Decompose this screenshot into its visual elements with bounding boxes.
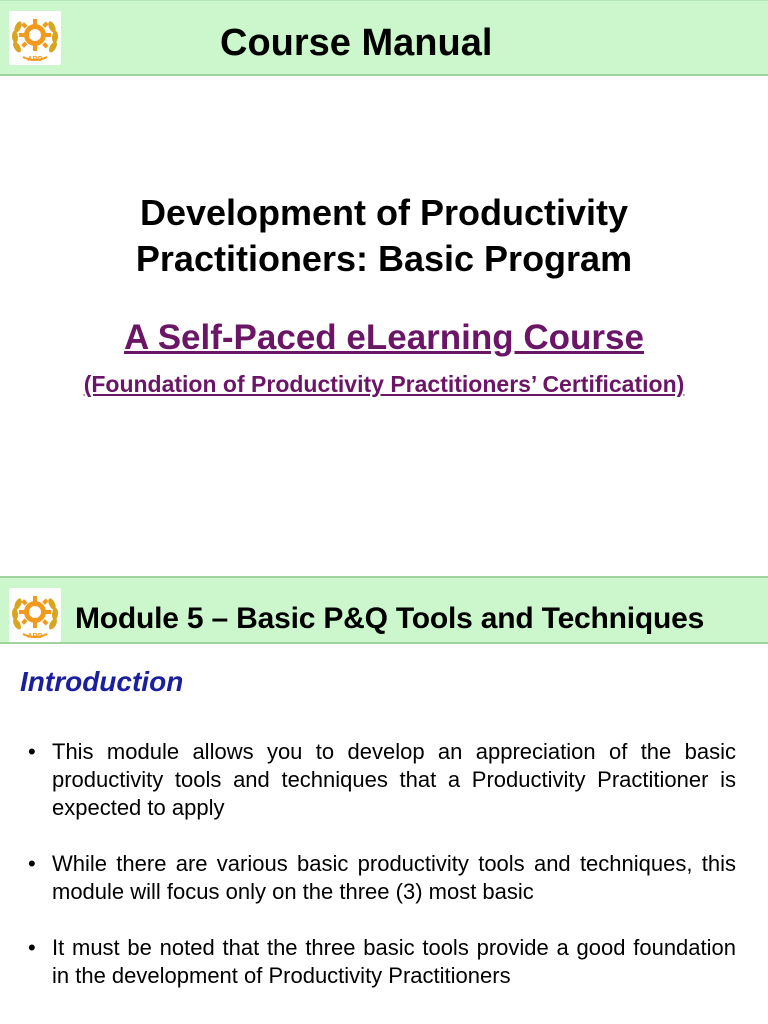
program-title-line-2: Practitioners: Basic Program (135, 238, 633, 279)
bullet-icon: • (28, 739, 36, 764)
bullet-text: It must be noted that the three basic tools provide a good foundation in the development of Productivity Practitioners (52, 935, 736, 988)
svg-text:APO: APO (27, 633, 43, 640)
list-item (28, 850, 736, 906)
header-band (0, 0, 768, 76)
program-title-line-1: Development of Productivity (139, 192, 629, 233)
introduction-heading: Introduction (20, 666, 184, 697)
svg-text:APO: APO (27, 56, 43, 63)
certification-subtitle: (Foundation of Productivity Practitioners’ Certification) (83, 371, 685, 397)
program-title (0, 190, 768, 282)
apo-logo-icon (9, 588, 61, 642)
apo-sun-wheat-icon (9, 11, 61, 65)
apo-sun-wheat-icon (9, 588, 61, 642)
page-title: Course Manual (220, 22, 493, 64)
intro-bullet-list (28, 738, 736, 1018)
list-item (28, 934, 736, 990)
bullet-icon: • (28, 935, 36, 960)
bullet-icon: • (28, 851, 36, 876)
module-title: Module 5 – Basic P&Q Tools and Techniques (75, 602, 705, 635)
list-item (28, 738, 736, 822)
apo-logo-icon (9, 11, 61, 65)
bullet-text: This module allows you to develop an appreciation of the basic productivity tools and techniques that a Productivity Practitioner is expected to apply (52, 739, 736, 820)
course-subtitle: A Self-Paced eLearning Course (124, 318, 644, 357)
bullet-text: While there are various basic productivity tools and techniques, this module will focus only on the three (3) most basic (52, 851, 736, 904)
